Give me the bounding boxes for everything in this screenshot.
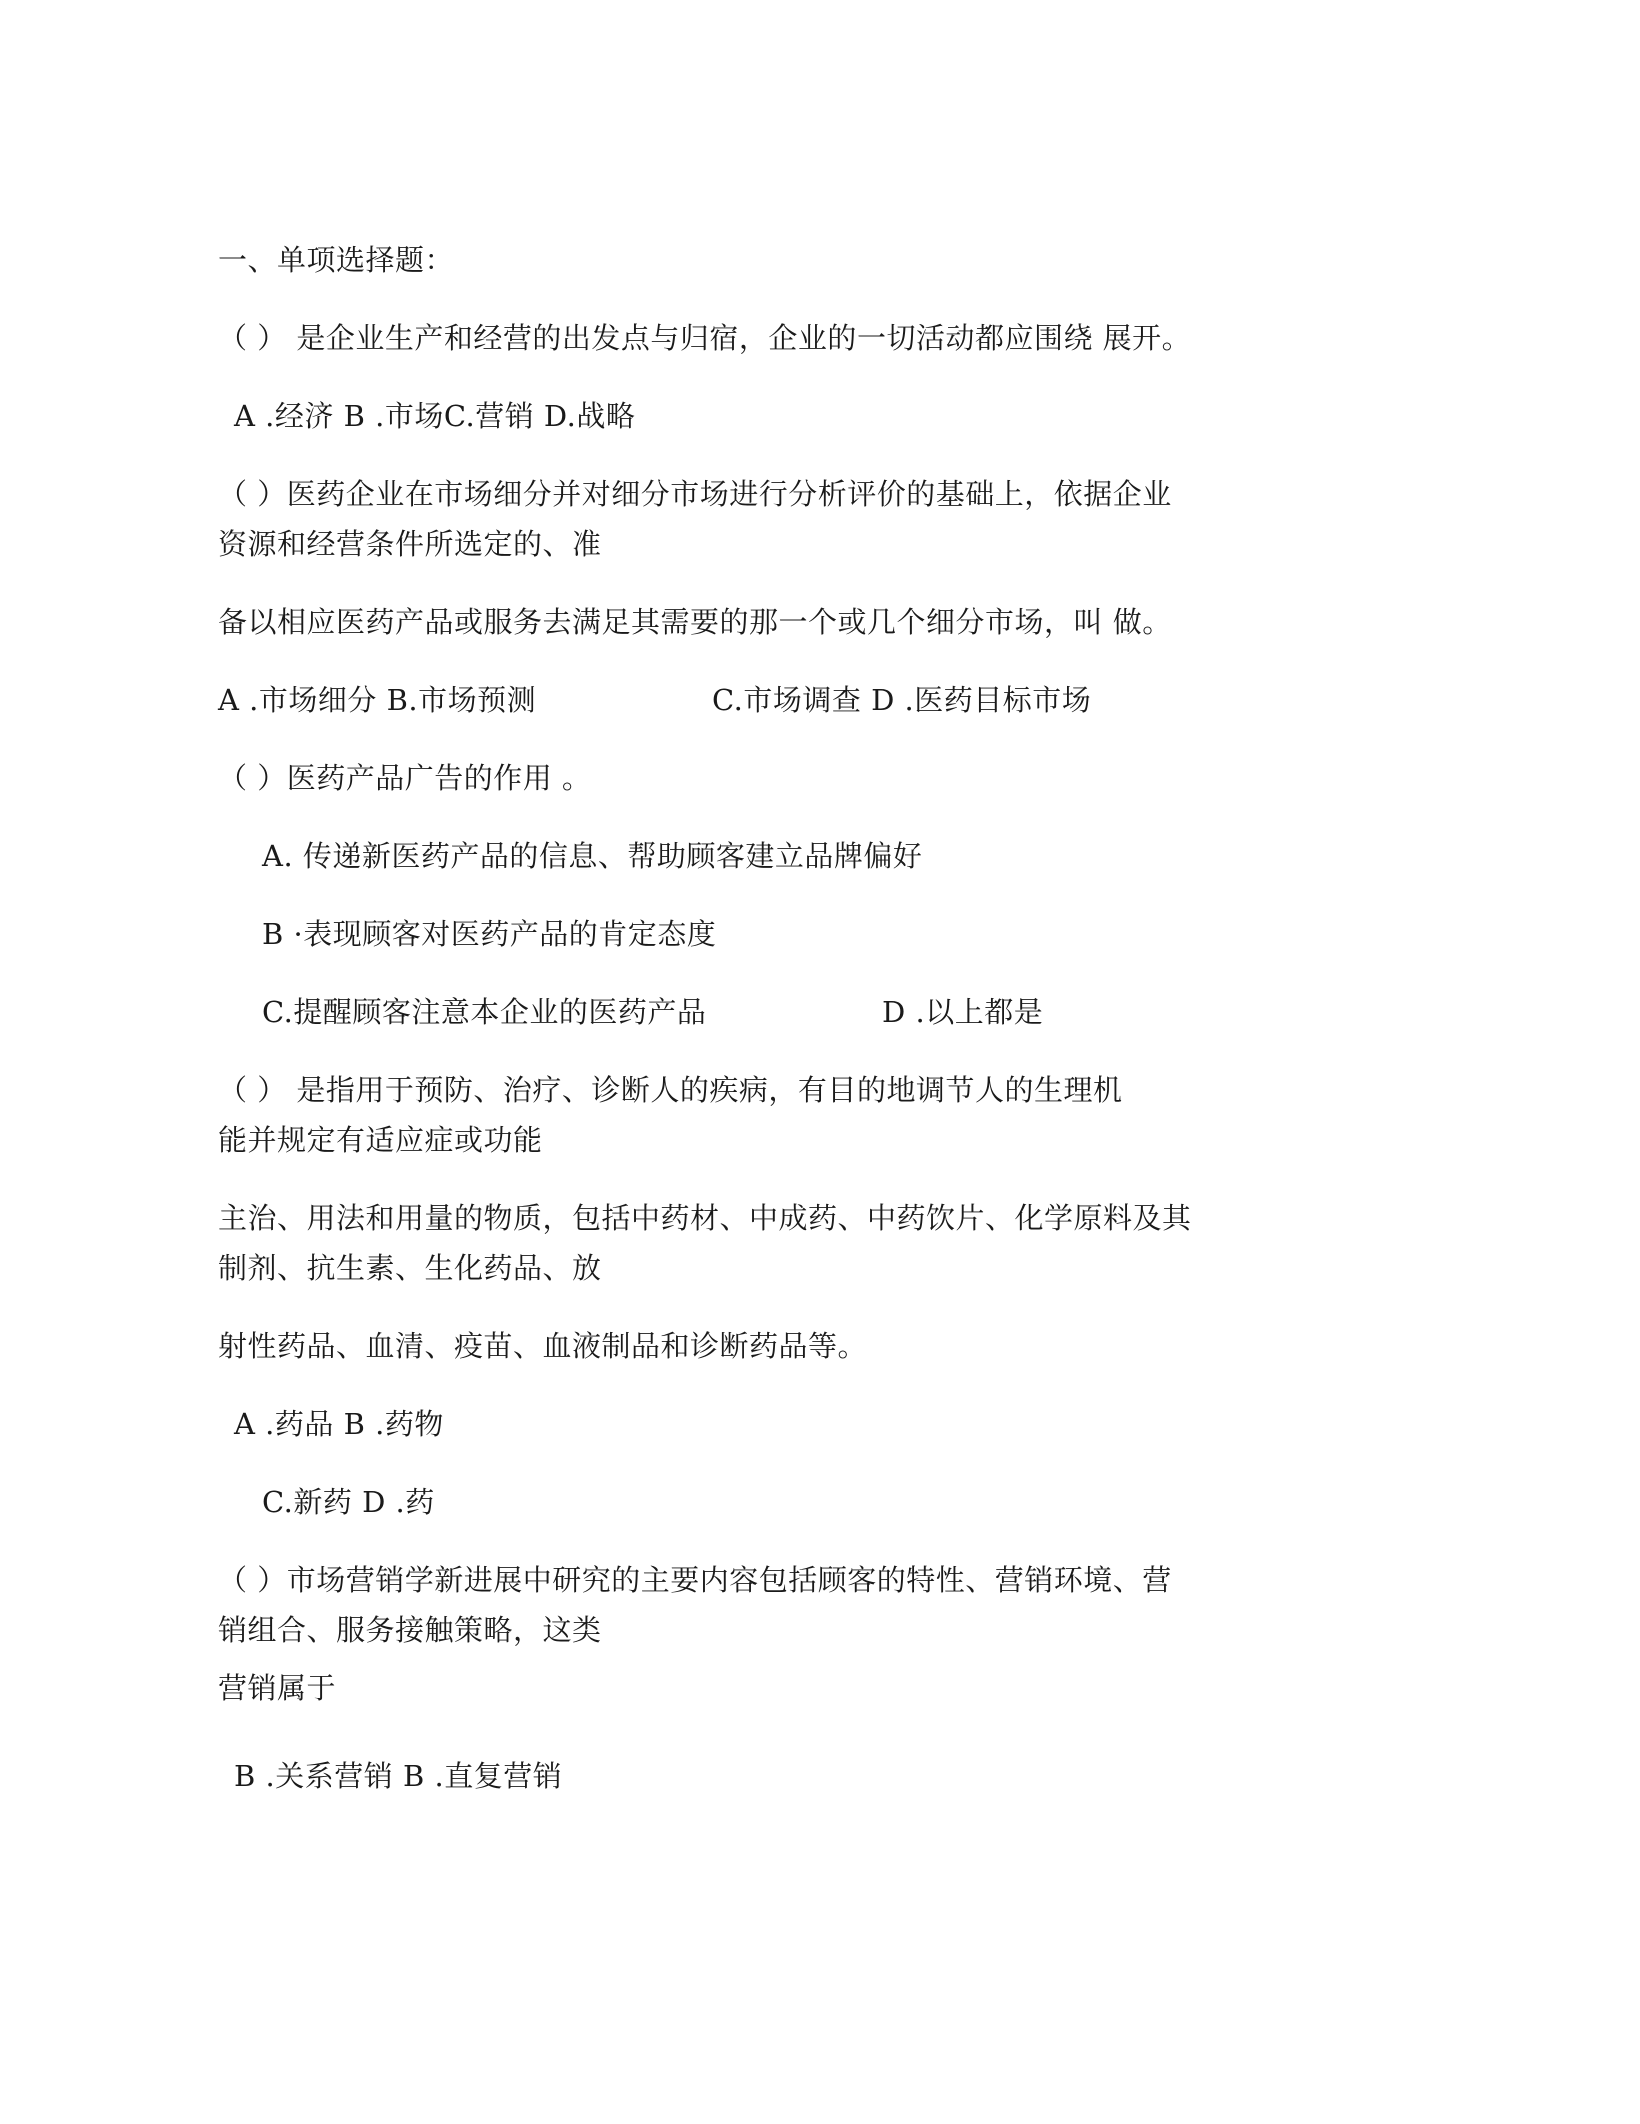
question-2-stem-line-1: （ ）医药企业在市场细分并对细分市场进行分析评价的基础上，依据企业 xyxy=(218,477,1172,511)
section-title: 一、单项选择题： xyxy=(218,243,455,277)
question-2-options-ab: A .市场细分 B.市场预测 xyxy=(218,683,537,717)
question-5-stem-line-3: 营销属于 xyxy=(218,1671,337,1705)
question-5-stem-line-1: （ ）市场营销学新进展中研究的主要内容包括顾客的特性、营销环境、营 xyxy=(218,1563,1172,1597)
question-5-options-ab: B .关系营销 B .直复营销 xyxy=(234,1759,563,1793)
question-3-option-b: B ·表现顾客对医药产品的肯定态度 xyxy=(262,917,717,951)
question-2-options-cd: C.市场调查 D .医药目标市场 xyxy=(712,683,1092,717)
question-4-stem-line-3: 主治、用法和用量的物质，包括中药材、中成药、中药饮片、化学原料及其 xyxy=(218,1201,1192,1235)
question-3-option-c: C.提醒顾客注意本企业的医药产品 xyxy=(262,995,707,1029)
question-5-stem-line-2: 销组合、服务接触策略，这类 xyxy=(218,1613,602,1647)
question-4-stem-line-1: （ ） 是指用于预防、治疗、诊断人的疾病，有目的地调节人的生理机 xyxy=(218,1073,1123,1107)
question-3-option-a: A. 传递新医药产品的信息、帮助顾客建立品牌偏好 xyxy=(262,839,923,873)
question-1-options: A .经济 B .市场C.营销 D.战略 xyxy=(234,399,636,433)
question-3-option-d: D .以上都是 xyxy=(882,995,1044,1029)
question-1-stem: （ ） 是企业生产和经营的出发点与归宿，企业的一切活动都应围绕 展开。 xyxy=(218,321,1192,355)
question-4-options-cd: C.新药 D .药 xyxy=(262,1485,435,1519)
question-4-options-ab: A .药品 B .药物 xyxy=(234,1407,444,1441)
question-3-stem: （ ）医药产品广告的作用 。 xyxy=(218,761,592,795)
question-4-stem-line-5: 射性药品、血清、疫苗、血液制品和诊断药品等。 xyxy=(218,1329,868,1363)
question-4-stem-line-4: 制剂、抗生素、生化药品、放 xyxy=(218,1251,602,1285)
question-2-stem-line-3: 备以相应医药产品或服务去满足其需要的那一个或几个细分市场，叫 做。 xyxy=(218,605,1172,639)
question-2-stem-line-2: 资源和经营条件所选定的、准 xyxy=(218,527,602,561)
question-4-stem-line-2: 能并规定有适应症或功能 xyxy=(218,1123,543,1157)
